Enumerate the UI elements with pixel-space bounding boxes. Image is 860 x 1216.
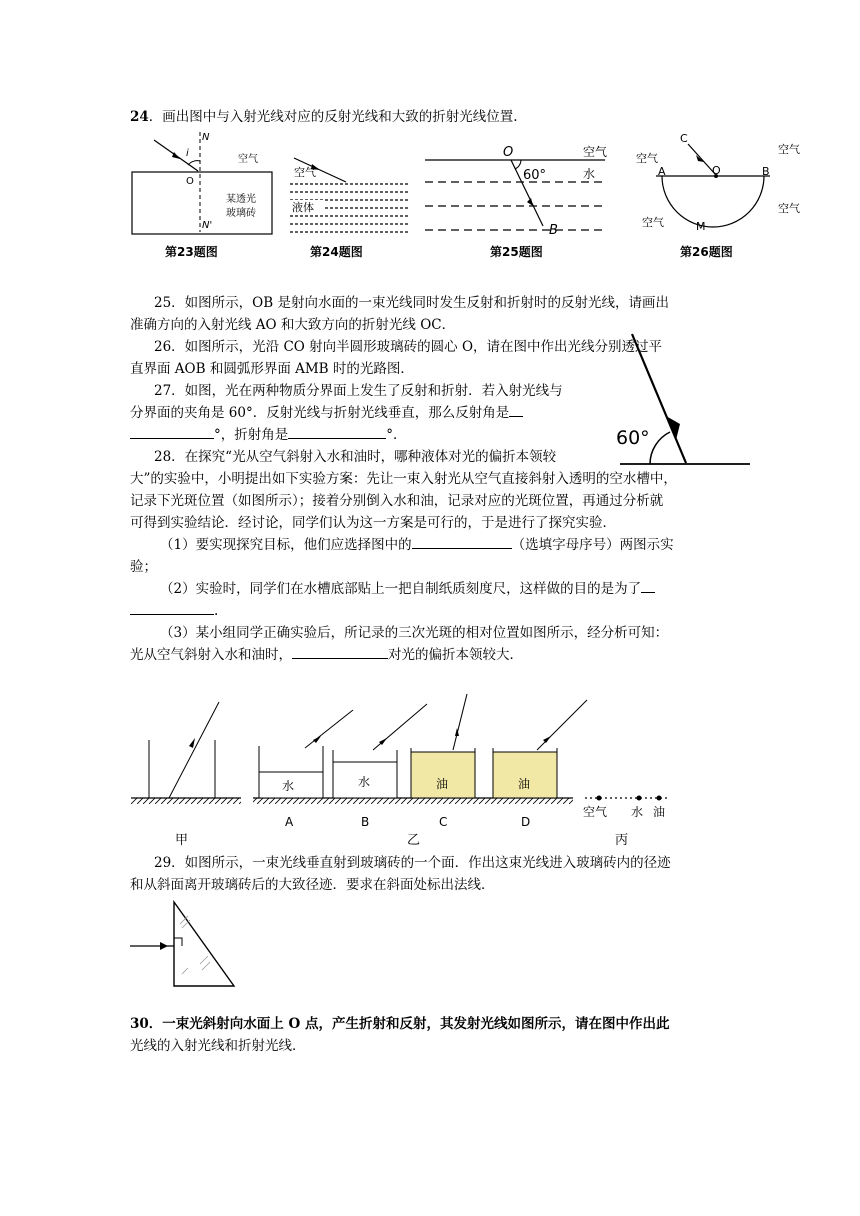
label-air-bottom-right: 空气	[778, 202, 800, 215]
question-28-line-2: 大”的实验中，小明提出如下实验方案：先让一束入射光从空气直接斜射入透明的空水槽中，	[130, 471, 677, 487]
label-B: B	[549, 223, 558, 238]
caption-fig-23: 第23题图	[165, 245, 218, 259]
oil-fill-c	[411, 752, 475, 798]
question-28-line-3: 记录下光斑位置（如图所示）；接着分别倒入水和油，记录对应的光斑位置，再通过分析就	[130, 493, 664, 509]
label-air-top-left: 空气	[636, 152, 658, 165]
setup-d	[493, 700, 587, 798]
figure-28	[125, 690, 700, 850]
answer-blank-part-3[interactable]	[292, 644, 388, 659]
answer-blank-refraction[interactable]	[288, 424, 386, 439]
question-28-part-1-end: 验；	[130, 559, 157, 575]
label-oil-c: 油	[436, 777, 449, 791]
answer-blank-part-2-a[interactable]	[641, 578, 655, 593]
label-air: 空气	[294, 166, 316, 179]
label-liquid: 液体	[292, 201, 314, 214]
label-water-a: 水	[282, 779, 295, 793]
question-27-line-2: 分界面的夹角是 60°．反射光线与折射光线垂直，那么反射角是	[130, 402, 523, 424]
label-O: O	[712, 164, 721, 177]
label-medium-2: 玻璃砖	[226, 208, 256, 219]
question-27-line-1: 27．如图，光在两种物质分界面上发生了反射和折射．若入射光线与	[154, 383, 563, 399]
label-angle: 60°	[523, 168, 547, 183]
question-28-part-3-line-1: （3）某小组同学正确实验后，所记录的三次光斑的相对位置如图所示，经分析可知：	[160, 625, 669, 641]
caption-fig-24: 第24题图	[310, 245, 363, 259]
label-A: A	[285, 815, 294, 829]
question-25-line-1: 25．如图所示，OB 是射向水面的一束光线同时发生反射和折射时的反射光线，请画出	[154, 295, 669, 311]
label-B: B	[762, 165, 770, 178]
label-air-top-right: 空气	[778, 143, 800, 156]
question-28-part-2: （2）实验时，同学们在水槽底部贴上一把自制纸质刻度尺，这样做的目的是为了	[160, 578, 655, 600]
question-26-line-2: 直界面 AOB 和圆弧形界面 AMB 时的光路图．	[130, 361, 414, 377]
question-30-line-2: 光线的入射光线和折射光线．	[130, 1038, 306, 1054]
label-M: M	[696, 220, 706, 233]
question-29-line-2: 和从斜面离开玻璃砖后的大致径迹．要求在斜面处标出法线．	[130, 877, 495, 893]
answer-blank-part-2-b[interactable]	[130, 600, 214, 615]
label-angle: 60°	[616, 427, 650, 449]
label-yi: 乙	[407, 833, 421, 848]
label-i: i	[186, 148, 189, 159]
question-27-line-3: °，折射角是 °．	[130, 424, 407, 446]
figure-25	[425, 140, 620, 240]
question-number: 24	[130, 109, 149, 125]
label-spot-air: 空气	[583, 805, 608, 819]
question-28-line-1: 28．在探究“光从空气斜射入水和油时，哪种液体对光的偏折本领较	[154, 449, 557, 465]
question-30-line-1: 30．一束光斜射向水面上 O 点，产生折射和反射，其发射光线如图所示，请在图中作出此	[130, 1016, 670, 1032]
label-oil-d: 油	[518, 777, 531, 791]
question-24	[130, 106, 518, 128]
setup-bing	[585, 796, 667, 801]
question-28-line-4: 可得到实验结论．经讨论，同学们认为这一方案是可行的，于是进行了探究实验．	[130, 515, 616, 531]
label-air: 空气	[583, 145, 608, 159]
question-28-part-2-end: .	[130, 600, 218, 622]
label-water-b: 水	[358, 775, 371, 789]
question-28-part-3-line-2: 光从空气斜射入水和油时， 对光的偏折本领较大．	[130, 644, 523, 666]
label-water: 水	[583, 167, 596, 181]
figure-23	[130, 128, 280, 238]
label-A: A	[658, 165, 666, 178]
label-C: C	[680, 132, 688, 145]
label-O: O	[503, 145, 514, 160]
label-C: C	[439, 815, 448, 829]
label-air-bottom-left: 空气	[642, 216, 664, 229]
caption-fig-26: 第26题图	[680, 245, 733, 259]
answer-blank-reflection-1[interactable]	[509, 402, 523, 417]
label-air: 空气	[238, 154, 258, 165]
oil-fill-d	[493, 752, 557, 798]
label-O: O	[186, 176, 194, 187]
figure-29	[130, 900, 240, 990]
setup-jia	[131, 702, 241, 804]
label-bing: 丙	[615, 833, 629, 848]
figure-27	[610, 328, 760, 468]
label-B: B	[361, 815, 370, 829]
question-29-line-1: 29．如图所示，一束光线垂直射到玻璃砖的一个面．作出这束光线进入玻璃砖内的径迹	[154, 855, 671, 871]
question-25-line-2: 准确方向的入射光线 AO 和大致方向的折射光线 OC．	[130, 317, 456, 333]
label-N-prime: N'	[202, 220, 213, 231]
label-jia: 甲	[175, 833, 189, 848]
label-spot-oil: 油	[653, 805, 666, 819]
figure-26	[632, 128, 812, 240]
caption-fig-25: 第25题图	[490, 245, 543, 259]
figure-24	[290, 148, 410, 238]
label-medium-1: 某透光	[226, 194, 256, 205]
question-text: ．画出图中与入射光线对应的反射光线和大致的折射光线位置.	[148, 109, 518, 125]
label-D: D	[521, 815, 531, 829]
label-spot-water: 水	[631, 805, 644, 819]
question-28-part-1: （1）要实现探究目标，他们应选择图中的 （选填字母序号）两图示实	[160, 534, 674, 556]
label-N: N	[202, 132, 210, 143]
answer-blank-reflection-2[interactable]	[130, 424, 214, 439]
answer-blank-part-1[interactable]	[412, 534, 512, 549]
question-26-line-1: 26．如图所示，光沿 CO 射向半圆形玻璃砖的圆心 O，请在图中作出光线分别透过平	[154, 339, 663, 355]
